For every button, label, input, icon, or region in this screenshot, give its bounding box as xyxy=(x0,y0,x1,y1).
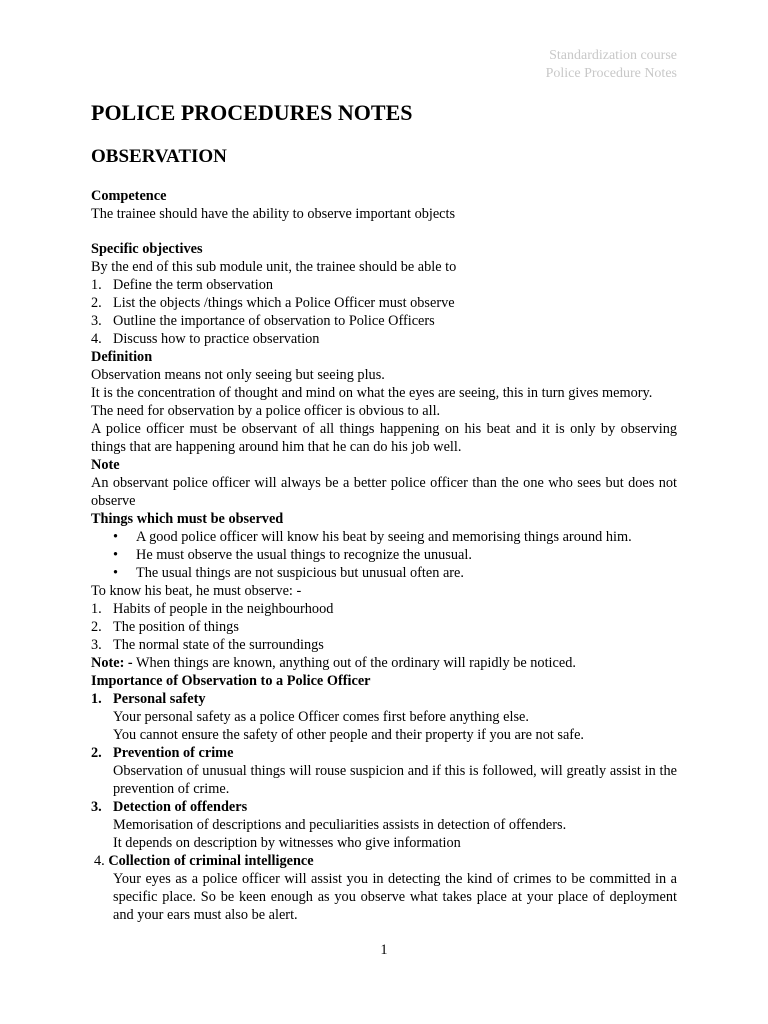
importance-section-text: Your eyes as a police officer will assist you in detecting the kind of crimes to be committed in a specific place. So be keen enough as you observe what takes place at your place of deployment and your ears must also be alert. xyxy=(113,871,677,923)
bullet-item: • The usual things are not suspicious but unusual often are. xyxy=(113,565,464,581)
note-heading: Note xyxy=(91,457,120,473)
importance-section-title: 1. Personal safety xyxy=(91,691,206,707)
importance-section-text: Memorisation of descriptions and peculiarities assists in detection of offenders. xyxy=(113,817,567,833)
definition-heading: Definition xyxy=(91,349,153,365)
objective-item: 4. Discuss how to practice observation xyxy=(91,331,320,347)
document-title: POLICE PROCEDURES NOTES xyxy=(91,100,413,125)
document-body xyxy=(91,187,677,924)
things-heading: Things which must be observed xyxy=(91,511,284,527)
things-item: 3. The normal state of the surroundings xyxy=(91,637,324,653)
objective-item: 3. Outline the importance of observation to Police Officers xyxy=(91,313,435,329)
objectives-intro: By the end of this sub module unit, the trainee should be able to xyxy=(91,259,457,275)
bullet-icon: • xyxy=(113,547,119,563)
importance-section-title: 3. Detection of offenders xyxy=(91,799,248,815)
importance-section-title: 4. Collection of criminal intelligence xyxy=(94,853,314,869)
header-line-2: Police Procedure Notes xyxy=(545,66,677,81)
importance-section-title: 2. Prevention of crime xyxy=(91,745,234,761)
importance-section-text: It depends on description by witnesses who give information xyxy=(113,835,461,851)
objective-item: 1. Define the term observation xyxy=(91,277,273,293)
bullet-item: • A good police officer will know his beat by seeing and memorising things around him. xyxy=(113,529,632,545)
objectives-heading: Specific objectives xyxy=(91,241,203,257)
definition-paragraph: Observation means not only seeing but seeing plus. xyxy=(91,367,385,383)
bullet-item: • He must observe the usual things to recognize the unusual. xyxy=(113,547,472,563)
definition-paragraph: A police officer must be observant of all things happening on his beat and it is only by observing things that are happening around him that he can do his job well. xyxy=(91,421,677,455)
things-item: 2. The position of things xyxy=(91,619,239,635)
section-title: OBSERVATION xyxy=(91,146,227,167)
things-item: 1. Habits of people in the neighbourhood xyxy=(91,601,334,617)
note-text: An observant police officer will always be a better police officer than the one who sees but does not observe xyxy=(91,475,677,509)
competence-heading: Competence xyxy=(91,188,167,204)
page-number: 1 xyxy=(380,942,388,958)
things-intro: To know his beat, he must observe: - xyxy=(91,583,302,599)
importance-section-text: You cannot ensure the safety of other people and their property if you are not safe. xyxy=(113,727,584,743)
bullet-icon: • xyxy=(113,529,119,545)
objective-item: 2. List the objects /things which a Police Officer must observe xyxy=(91,295,455,311)
competence-text: The trainee should have the ability to observe important objects xyxy=(91,206,456,222)
things-note: Note: - When things are known, anything out of the ordinary will rapidly be noticed. xyxy=(91,655,576,671)
importance-section-text: Your personal safety as a police Officer comes first before anything else. xyxy=(113,709,529,725)
page-header xyxy=(546,47,677,83)
header-line-1: Standardization course xyxy=(549,48,677,63)
definition-paragraph: It is the concentration of thought and mind on what the eyes are seeing, this in turn gives memory. xyxy=(91,385,653,401)
bullet-icon: • xyxy=(113,565,119,581)
importance-section-text: Observation of unusual things will rouse suspicion and if this is followed, will greatly assist in the prevention of crime. xyxy=(113,763,677,797)
importance-heading: Importance of Observation to a Police Officer xyxy=(91,673,371,689)
definition-paragraph: The need for observation by a police officer is obvious to all. xyxy=(91,403,441,419)
